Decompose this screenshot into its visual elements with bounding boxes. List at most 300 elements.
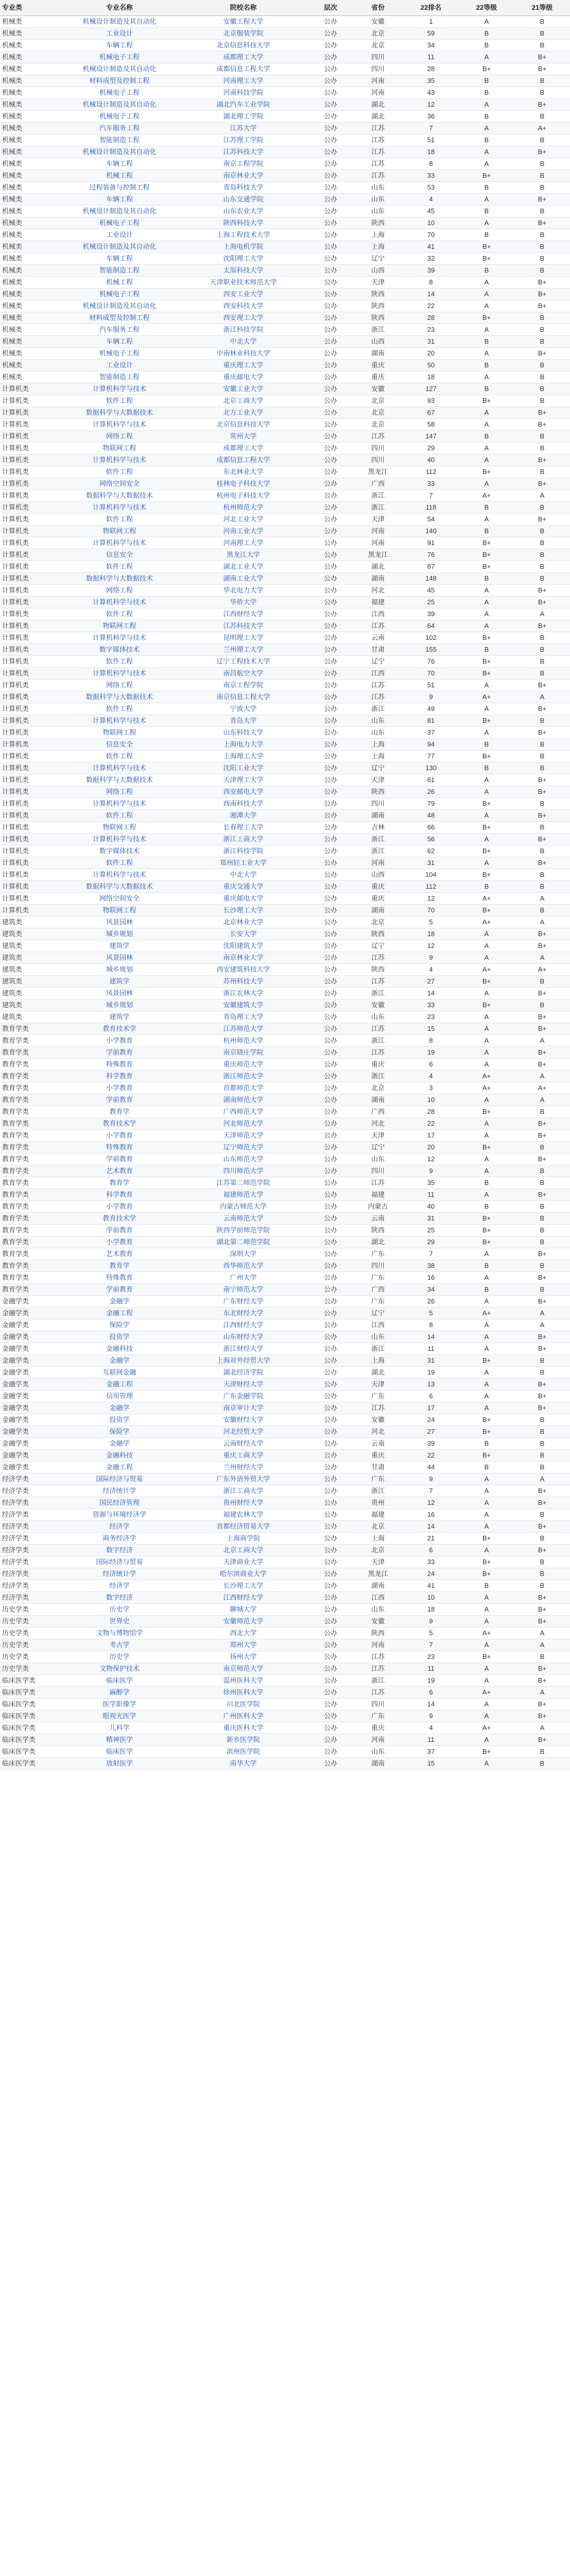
cell-major[interactable]: 物联网工程 [61, 822, 178, 834]
cell-major[interactable]: 软件工程 [61, 703, 178, 715]
cell-major[interactable]: 经济学 [61, 1580, 178, 1592]
cell-school[interactable]: 河北师范大学 [178, 1118, 308, 1130]
cell-major[interactable]: 医学影像学 [61, 1699, 178, 1710]
cell-major[interactable]: 眼视光医学 [61, 1710, 178, 1722]
cell-school[interactable]: 北方工业大学 [178, 407, 308, 419]
cell-school[interactable]: 南京工程学院 [178, 680, 308, 691]
cell-school[interactable]: 辽宁师范大学 [178, 1142, 308, 1154]
cell-school[interactable]: 西南科技大学 [178, 798, 308, 810]
cell-major[interactable]: 网络空间安全 [61, 478, 178, 490]
cell-school[interactable]: 安徽工业大学 [178, 383, 308, 395]
cell-major[interactable]: 软件工程 [61, 395, 178, 407]
cell-school[interactable]: 首都经济贸易大学 [178, 1521, 308, 1533]
cell-school[interactable]: 江苏师范大学 [178, 1023, 308, 1035]
cell-major[interactable]: 临床医学 [61, 1675, 178, 1687]
cell-major[interactable]: 信用管理 [61, 1391, 178, 1402]
cell-major[interactable]: 资源与环境经济学 [61, 1509, 178, 1521]
cell-major[interactable]: 材料成型及控制工程 [61, 312, 178, 324]
cell-school[interactable]: 杭州师范大学 [178, 1035, 308, 1047]
cell-school[interactable]: 南华大学 [178, 1758, 308, 1770]
cell-school[interactable]: 湖南师范大学 [178, 1094, 308, 1106]
cell-major[interactable]: 历史学 [61, 1604, 178, 1616]
cell-school[interactable]: 上海工程技术大学 [178, 229, 308, 241]
cell-school[interactable]: 南京师范大学 [178, 1663, 308, 1675]
cell-school[interactable]: 长春理工大学 [178, 822, 308, 834]
cell-school[interactable]: 上海电机学院 [178, 241, 308, 253]
cell-major[interactable]: 计算机科学与技术 [61, 632, 178, 644]
cell-major[interactable]: 数据科学与大数据技术 [61, 774, 178, 786]
cell-school[interactable]: 郑州大学 [178, 1639, 308, 1651]
cell-school[interactable]: 南京林业大学 [178, 170, 308, 182]
cell-school[interactable]: 长沙理工大学 [178, 1580, 308, 1592]
cell-school[interactable]: 天津商业大学 [178, 1556, 308, 1568]
cell-major[interactable]: 教育技术学 [61, 1023, 178, 1035]
cell-school[interactable]: 天津职业技术师范大学 [178, 277, 308, 289]
cell-major[interactable]: 互联网金融 [61, 1367, 178, 1379]
cell-school[interactable]: 哈尔滨商业大学 [178, 1568, 308, 1580]
cell-school[interactable]: 南宁师范大学 [178, 1284, 308, 1296]
cell-major[interactable]: 特殊教育 [61, 1142, 178, 1154]
cell-school[interactable]: 上海理工大学 [178, 751, 308, 762]
cell-school[interactable]: 沈阳工业大学 [178, 762, 308, 774]
cell-school[interactable]: 西华师范大学 [178, 1260, 308, 1272]
cell-school[interactable]: 桂林电子科技大学 [178, 478, 308, 490]
cell-major[interactable]: 机械电子工程 [61, 87, 178, 99]
cell-major[interactable]: 汽车服务工程 [61, 324, 178, 336]
cell-major[interactable]: 软件工程 [61, 561, 178, 573]
cell-school[interactable]: 重庆师范大学 [178, 1059, 308, 1071]
cell-major[interactable]: 特殊教育 [61, 1059, 178, 1071]
cell-major[interactable]: 教育技术学 [61, 1118, 178, 1130]
cell-major[interactable]: 网络工程 [61, 431, 178, 443]
cell-school[interactable]: 江苏科技大学 [178, 620, 308, 632]
cell-school[interactable]: 陕西科技大学 [178, 217, 308, 229]
cell-school[interactable]: 西北大学 [178, 1628, 308, 1639]
cell-school[interactable]: 西安科技大学 [178, 300, 308, 312]
cell-school[interactable]: 徐州医科大学 [178, 1687, 308, 1699]
cell-major[interactable]: 儿科学 [61, 1722, 178, 1734]
cell-school[interactable]: 安徽工程大学 [178, 16, 308, 28]
cell-major[interactable]: 小学教育 [61, 1201, 178, 1213]
cell-major[interactable]: 机械电子工程 [61, 289, 178, 300]
cell-school[interactable]: 天津财经大学 [178, 1379, 308, 1391]
cell-major[interactable]: 经济学 [61, 1521, 178, 1533]
cell-school[interactable]: 河南科技学院 [178, 87, 308, 99]
cell-school[interactable]: 新乡医学院 [178, 1734, 308, 1746]
cell-major[interactable]: 计算机科学与技术 [61, 869, 178, 881]
cell-major[interactable]: 机械设计制造及其自动化 [61, 63, 178, 75]
cell-school[interactable]: 重庆交通大学 [178, 881, 308, 893]
cell-school[interactable]: 安徽师范大学 [178, 1616, 308, 1628]
cell-major[interactable]: 保险学 [61, 1319, 178, 1331]
cell-major[interactable]: 材料成型及控制工程 [61, 75, 178, 87]
cell-school[interactable]: 南京信息工程大学 [178, 691, 308, 703]
cell-major[interactable]: 文物保护技术 [61, 1663, 178, 1675]
cell-school[interactable]: 河北经贸大学 [178, 1426, 308, 1438]
cell-school[interactable]: 山东财经大学 [178, 1331, 308, 1343]
cell-school[interactable]: 湖北理工学院 [178, 111, 308, 123]
cell-school[interactable]: 西安建筑科技大学 [178, 964, 308, 976]
cell-school[interactable]: 广西师范大学 [178, 1106, 308, 1118]
cell-major[interactable]: 物联网工程 [61, 443, 178, 454]
cell-major[interactable]: 数据科学与大数据技术 [61, 407, 178, 419]
cell-school[interactable]: 湖北汽车工业学院 [178, 99, 308, 111]
cell-school[interactable]: 湖南工业大学 [178, 573, 308, 585]
cell-major[interactable]: 软件工程 [61, 857, 178, 869]
cell-major[interactable]: 软件工程 [61, 810, 178, 822]
cell-school[interactable]: 浙江工商大学 [178, 834, 308, 845]
cell-major[interactable]: 小学教育 [61, 1082, 178, 1094]
cell-major[interactable]: 机械设计制造及其自动化 [61, 99, 178, 111]
cell-major[interactable]: 机械工程 [61, 170, 178, 182]
cell-school[interactable]: 江苏科技大学 [178, 146, 308, 158]
cell-major[interactable]: 文物与博物馆学 [61, 1628, 178, 1639]
cell-major[interactable]: 金融工程 [61, 1308, 178, 1319]
cell-major[interactable]: 历史学 [61, 1651, 178, 1663]
cell-school[interactable]: 广东外语外贸大学 [178, 1473, 308, 1485]
cell-school[interactable]: 福建师范大学 [178, 1189, 308, 1201]
cell-major[interactable]: 物联网工程 [61, 620, 178, 632]
cell-school[interactable]: 浙江科技学院 [178, 324, 308, 336]
cell-school[interactable]: 河南工业大学 [178, 526, 308, 537]
cell-major[interactable]: 考古学 [61, 1639, 178, 1651]
cell-grade-22: B [459, 1438, 514, 1450]
cell-school[interactable]: 昆明理工大学 [178, 632, 308, 644]
cell-school[interactable]: 浙江师范大学 [178, 1071, 308, 1082]
cell-major[interactable]: 投资学 [61, 1331, 178, 1343]
cell-major[interactable]: 网络空间安全 [61, 893, 178, 905]
table-row [0, 336, 570, 348]
cell-school[interactable]: 福建农林大学 [178, 1509, 308, 1521]
cell-school[interactable]: 中北大学 [178, 336, 308, 348]
cell-school[interactable]: 长安大学 [178, 928, 308, 940]
cell-major[interactable]: 工业设计 [61, 28, 178, 40]
cell-major[interactable]: 金融科技 [61, 1343, 178, 1355]
cell-school[interactable]: 北京林业大学 [178, 917, 308, 928]
cell-major[interactable]: 建筑学 [61, 1011, 178, 1023]
cell-school[interactable]: 云南师范大学 [178, 1213, 308, 1225]
cell-grade-22: A [459, 727, 514, 739]
cell-major[interactable]: 过程装备与控制工程 [61, 182, 178, 194]
cell-school[interactable]: 宁波大学 [178, 703, 308, 715]
cell-major[interactable]: 临床医学 [61, 1746, 178, 1758]
cell-school[interactable]: 深圳大学 [178, 1248, 308, 1260]
cell-major[interactable]: 教育学 [61, 1177, 178, 1189]
cell-major[interactable]: 艺术教育 [61, 1248, 178, 1260]
cell-school[interactable]: 河南理工大学 [178, 537, 308, 549]
cell-school[interactable]: 河南理工大学 [178, 75, 308, 87]
cell-major[interactable]: 车辆工程 [61, 336, 178, 348]
cell-major[interactable]: 机械设计制造及其自动化 [61, 300, 178, 312]
cell-school[interactable]: 湖北经济学院 [178, 1367, 308, 1379]
cell-major[interactable]: 学前教育 [61, 1284, 178, 1296]
cell-major[interactable]: 城乡规划 [61, 999, 178, 1011]
cell-major[interactable]: 精神医学 [61, 1734, 178, 1746]
cell-school[interactable]: 江西财经大学 [178, 1592, 308, 1604]
cell-school[interactable]: 广东财经大学 [178, 1296, 308, 1308]
table-row [0, 324, 570, 336]
cell-major[interactable]: 机械电子工程 [61, 52, 178, 63]
cell-school[interactable]: 西安邮电大学 [178, 786, 308, 798]
cell-major[interactable]: 金融学 [61, 1438, 178, 1450]
cell-major[interactable]: 风景园林 [61, 952, 178, 964]
cell-major[interactable]: 麻醉学 [61, 1687, 178, 1699]
cell-major[interactable]: 物联网工程 [61, 727, 178, 739]
cell-school[interactable]: 北京服装学院 [178, 28, 308, 40]
cell-major[interactable]: 网络工程 [61, 680, 178, 691]
cell-major[interactable]: 智能制造工程 [61, 134, 178, 146]
cell-school[interactable]: 成都信息工程大学 [178, 63, 308, 75]
cell-major[interactable]: 网络工程 [61, 786, 178, 798]
cell-school[interactable]: 长沙理工大学 [178, 905, 308, 917]
cell-school[interactable]: 浙江财经大学 [178, 1343, 308, 1355]
cell-major[interactable]: 风景园林 [61, 988, 178, 999]
cell-major[interactable]: 城乡规划 [61, 928, 178, 940]
cell-major[interactable]: 数据科学与大数据技术 [61, 490, 178, 502]
cell-school[interactable]: 山东农业大学 [178, 206, 308, 217]
cell-major[interactable]: 教育学 [61, 1260, 178, 1272]
cell-school[interactable]: 兰州财经大学 [178, 1462, 308, 1473]
cell-major[interactable]: 金融科技 [61, 1450, 178, 1462]
cell-school[interactable]: 内蒙古师范大学 [178, 1201, 308, 1213]
cell-major[interactable]: 国民经济管理 [61, 1497, 178, 1509]
cell-school[interactable]: 江西财经大学 [178, 608, 308, 620]
cell-school[interactable]: 安徽建筑大学 [178, 999, 308, 1011]
cell-school[interactable]: 重庆理工大学 [178, 360, 308, 371]
cell-school[interactable]: 江西财经大学 [178, 1319, 308, 1331]
cell-school[interactable]: 重庆邮电大学 [178, 893, 308, 905]
cell-school[interactable]: 上海对外经贸大学 [178, 1355, 308, 1367]
cell-major[interactable]: 金融工程 [61, 1462, 178, 1473]
cell-major[interactable]: 车辆工程 [61, 194, 178, 206]
cell-school[interactable]: 贵州财经大学 [178, 1497, 308, 1509]
cell-major[interactable]: 机械设计制造及其自动化 [61, 16, 178, 28]
cell-school[interactable]: 东北财经大学 [178, 1308, 308, 1319]
cell-major[interactable]: 机械设计制造及其自动化 [61, 146, 178, 158]
cell-school[interactable]: 辽宁工程技术大学 [178, 656, 308, 668]
cell-major[interactable]: 机械设计制造及其自动化 [61, 206, 178, 217]
cell-major[interactable]: 物联网工程 [61, 526, 178, 537]
cell-major[interactable]: 投资学 [61, 1414, 178, 1426]
cell-school[interactable]: 常州大学 [178, 431, 308, 443]
cell-school[interactable]: 浙江农林大学 [178, 988, 308, 999]
cell-school[interactable]: 成都理工大学 [178, 52, 308, 63]
cell-major[interactable]: 放射医学 [61, 1758, 178, 1770]
cell-major[interactable]: 计算机科学与技术 [61, 715, 178, 727]
cell-major[interactable]: 计算机科学与技术 [61, 502, 178, 514]
cell-school[interactable]: 安徽财经大学 [178, 1414, 308, 1426]
cell-major[interactable]: 经济统计学 [61, 1568, 178, 1580]
cell-major[interactable]: 风景园林 [61, 917, 178, 928]
cell-major[interactable]: 科学教育 [61, 1189, 178, 1201]
cell-school[interactable]: 广东金融学院 [178, 1391, 308, 1402]
cell-major[interactable]: 金融学 [61, 1402, 178, 1414]
cell-school[interactable]: 重庆邮电大学 [178, 371, 308, 383]
cell-major[interactable]: 数字经济 [61, 1545, 178, 1556]
cell-major[interactable]: 数字经济 [61, 1592, 178, 1604]
cell-major[interactable]: 小学教育 [61, 1035, 178, 1047]
cell-school[interactable]: 北京工商大学 [178, 395, 308, 407]
cell-school[interactable]: 河北工业大学 [178, 514, 308, 526]
cell-school[interactable]: 江苏理工学院 [178, 134, 308, 146]
cell-major[interactable]: 数字媒体技术 [61, 845, 178, 857]
cell-major[interactable]: 金融工程 [61, 1379, 178, 1391]
cell-major[interactable]: 软件工程 [61, 656, 178, 668]
cell-school[interactable]: 广州医科大学 [178, 1710, 308, 1722]
cell-school[interactable]: 重庆工商大学 [178, 1450, 308, 1462]
cell-school[interactable]: 江苏第二师范学院 [178, 1177, 308, 1189]
cell-major[interactable]: 工业设计 [61, 229, 178, 241]
cell-major[interactable]: 特殊教育 [61, 1272, 178, 1284]
cell-school[interactable]: 华北电力大学 [178, 585, 308, 597]
cell-school[interactable]: 华侨大学 [178, 597, 308, 608]
cell-major[interactable]: 学前教育 [61, 1154, 178, 1165]
cell-school[interactable]: 广州大学 [178, 1272, 308, 1284]
cell-school[interactable]: 四川师范大学 [178, 1165, 308, 1177]
cell-school[interactable]: 陕西学前师范学院 [178, 1225, 308, 1236]
cell-major[interactable]: 保险学 [61, 1426, 178, 1438]
cell-major[interactable]: 信息安全 [61, 739, 178, 751]
cell-school[interactable]: 南京林业大学 [178, 952, 308, 964]
cell-major[interactable]: 数据科学与大数据技术 [61, 573, 178, 585]
cell-school[interactable]: 北京信息科技大学 [178, 419, 308, 431]
cell-school[interactable]: 滨州医学院 [178, 1746, 308, 1758]
cell-school[interactable]: 天津理工大学 [178, 774, 308, 786]
cell-major[interactable]: 智能制造工程 [61, 265, 178, 277]
cell-school[interactable]: 东北林业大学 [178, 466, 308, 478]
cell-school[interactable]: 西安工业大学 [178, 289, 308, 300]
cell-school[interactable]: 江苏大学 [178, 123, 308, 134]
cell-major[interactable]: 网络工程 [61, 585, 178, 597]
cell-school[interactable]: 山东师范大学 [178, 1154, 308, 1165]
cell-major[interactable]: 数据科学与大数据技术 [61, 691, 178, 703]
cell-school[interactable]: 太原科技大学 [178, 265, 308, 277]
cell-school[interactable]: 西安理工大学 [178, 312, 308, 324]
cell-school[interactable]: 聊城大学 [178, 1604, 308, 1616]
cell-major[interactable]: 软件工程 [61, 466, 178, 478]
cell-major[interactable]: 机械电子工程 [61, 217, 178, 229]
cell-school[interactable]: 南京工程学院 [178, 158, 308, 170]
cell-school[interactable]: 温州医科大学 [178, 1675, 308, 1687]
cell-school[interactable]: 杭州师范大学 [178, 502, 308, 514]
cell-school[interactable]: 黑龙江大学 [178, 549, 308, 561]
cell-school[interactable]: 首都师范大学 [178, 1082, 308, 1094]
cell-major[interactable]: 教育学 [61, 1106, 178, 1118]
cell-major[interactable]: 计算机科学与技术 [61, 834, 178, 845]
cell-major[interactable]: 物联网工程 [61, 905, 178, 917]
cell-major[interactable]: 国际经济与贸易 [61, 1473, 178, 1485]
cell-school[interactable]: 杭州电子科技大学 [178, 490, 308, 502]
cell-school[interactable]: 湖北第二师范学院 [178, 1236, 308, 1248]
cell-major[interactable]: 国际经济与贸易 [61, 1556, 178, 1568]
cell-school[interactable]: 南京晓庄学院 [178, 1047, 308, 1059]
cell-major[interactable]: 世界史 [61, 1616, 178, 1628]
cell-major[interactable]: 计算机科学与技术 [61, 537, 178, 549]
cell-major[interactable]: 机械电子工程 [61, 111, 178, 123]
cell-major[interactable]: 建筑学 [61, 940, 178, 952]
cell-school[interactable]: 重庆医科大学 [178, 1722, 308, 1734]
cell-school[interactable]: 南京审计大学 [178, 1402, 308, 1414]
cell-major[interactable]: 教育技术学 [61, 1213, 178, 1225]
cell-major[interactable]: 科学教育 [61, 1071, 178, 1082]
cell-school[interactable]: 北京信息科技大学 [178, 40, 308, 52]
cell-school[interactable]: 山东科技大学 [178, 727, 308, 739]
cell-school[interactable]: 上海商学院 [178, 1533, 308, 1545]
cell-school[interactable]: 湘潭大学 [178, 810, 308, 822]
cell-major[interactable]: 经济统计学 [61, 1485, 178, 1497]
cell-school[interactable]: 苏州科技大学 [178, 976, 308, 988]
cell-major[interactable]: 计算机科学与技术 [61, 383, 178, 395]
cell-major[interactable]: 数据科学与大数据技术 [61, 881, 178, 893]
cell-major[interactable]: 汽车服务工程 [61, 123, 178, 134]
cell-school[interactable]: 青岛理工大学 [178, 1011, 308, 1023]
cell-major[interactable]: 数字媒体技术 [61, 644, 178, 656]
cell-major[interactable]: 商务经济学 [61, 1533, 178, 1545]
cell-major[interactable]: 建筑学 [61, 976, 178, 988]
cell-school[interactable]: 浙江科技学院 [178, 845, 308, 857]
cell-major[interactable]: 软件工程 [61, 608, 178, 620]
cell-school[interactable]: 成都理工大学 [178, 443, 308, 454]
cell-school[interactable]: 云南财经大学 [178, 1438, 308, 1450]
cell-major[interactable]: 软件工程 [61, 751, 178, 762]
cell-major[interactable]: 城乡规划 [61, 964, 178, 976]
cell-school[interactable]: 沈阳建筑大学 [178, 940, 308, 952]
cell-major[interactable]: 车辆工程 [61, 158, 178, 170]
cell-school[interactable]: 湖北工业大学 [178, 561, 308, 573]
cell-major[interactable]: 计算机科学与技术 [61, 597, 178, 608]
cell-major[interactable]: 学前教育 [61, 1047, 178, 1059]
cell-school[interactable]: 山东交通学院 [178, 194, 308, 206]
cell-major[interactable]: 计算机科学与技术 [61, 668, 178, 680]
cell-school[interactable]: 天津师范大学 [178, 1130, 308, 1142]
cell-major[interactable]: 信息安全 [61, 549, 178, 561]
cell-major[interactable]: 小学教育 [61, 1236, 178, 1248]
cell-major[interactable]: 软件工程 [61, 514, 178, 526]
cell-major[interactable]: 艺术教育 [61, 1165, 178, 1177]
cell-major[interactable]: 计算机科学与技术 [61, 798, 178, 810]
cell-major[interactable]: 学前教育 [61, 1094, 178, 1106]
cell-school[interactable]: 郑州轻工业大学 [178, 857, 308, 869]
cell-school[interactable]: 沈阳理工大学 [178, 253, 308, 265]
cell-major[interactable]: 金融学 [61, 1355, 178, 1367]
cell-school[interactable]: 中北大学 [178, 869, 308, 881]
cell-school[interactable]: 兰州理工大学 [178, 644, 308, 656]
cell-major[interactable]: 计算机科学与技术 [61, 454, 178, 466]
cell-major[interactable]: 机械工程 [61, 277, 178, 289]
cell-major[interactable]: 计算机科学与技术 [61, 762, 178, 774]
cell-school[interactable]: 青岛科技大学 [178, 182, 308, 194]
cell-school[interactable]: 成都信息工程大学 [178, 454, 308, 466]
cell-major[interactable]: 智能制造工程 [61, 371, 178, 383]
cell-major[interactable]: 工业设计 [61, 360, 178, 371]
cell-school[interactable]: 南昌航空大学 [178, 668, 308, 680]
cell-major[interactable]: 学前教育 [61, 1225, 178, 1236]
cell-major[interactable]: 机械设计制造及其自动化 [61, 241, 178, 253]
cell-major[interactable]: 金融学 [61, 1296, 178, 1308]
cell-major[interactable]: 小学教育 [61, 1130, 178, 1142]
cell-major[interactable]: 机械电子工程 [61, 348, 178, 360]
cell-major[interactable]: 车辆工程 [61, 40, 178, 52]
cell-school[interactable]: 浙江工商大学 [178, 1485, 308, 1497]
cell-major[interactable]: 车辆工程 [61, 253, 178, 265]
cell-school[interactable]: 扬州大学 [178, 1651, 308, 1663]
cell-school[interactable]: 上海电力大学 [178, 739, 308, 751]
cell-school[interactable]: 中南林业科技大学 [178, 348, 308, 360]
cell-school[interactable]: 川北医学院 [178, 1699, 308, 1710]
cell-school[interactable]: 青岛大学 [178, 715, 308, 727]
cell-school[interactable]: 北京工商大学 [178, 1545, 308, 1556]
cell-major[interactable]: 计算机科学与技术 [61, 419, 178, 431]
